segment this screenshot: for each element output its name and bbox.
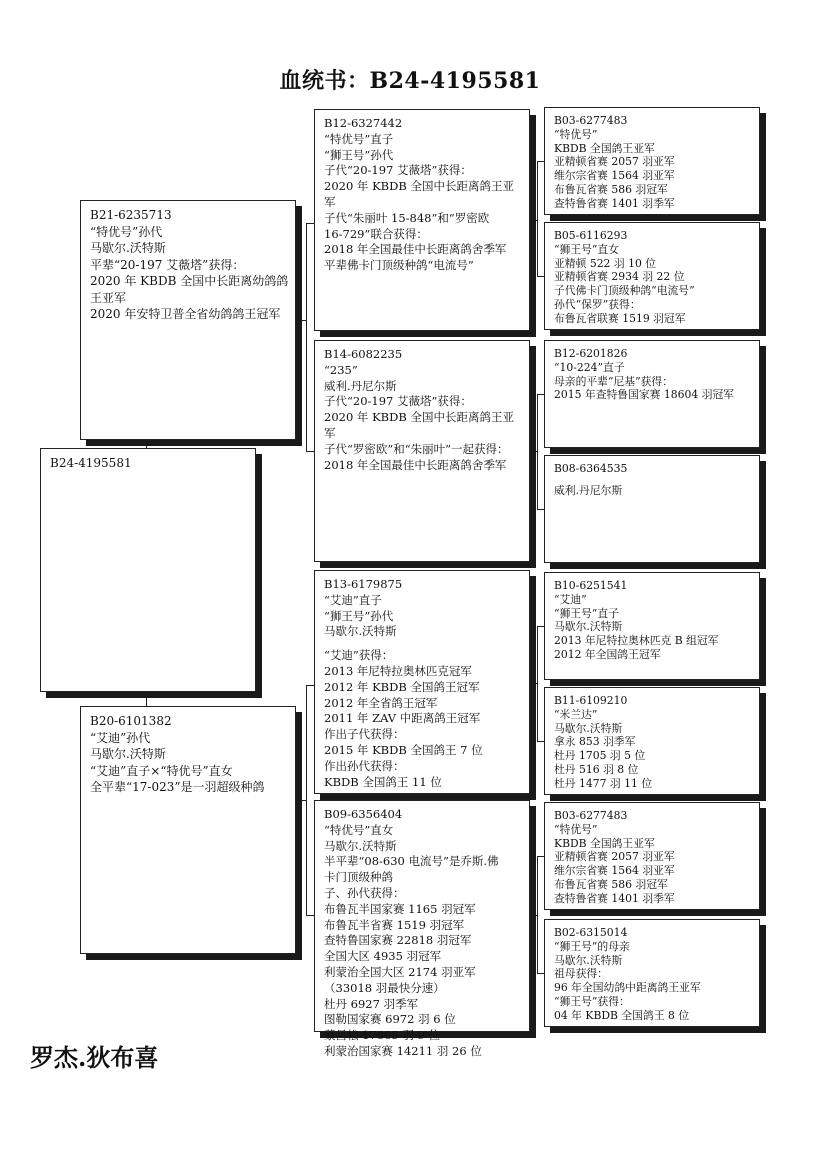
card-line: KBDB 全国鸽王 11 位	[324, 774, 442, 789]
pigeon-card-sire-sire	[314, 109, 530, 331]
card-line: “艾迪”	[554, 592, 587, 606]
ring-number: B10-6251541	[554, 579, 628, 592]
card-line: “特优号”	[554, 822, 598, 836]
card-line: 2015 年 KBDB 全国鸽王 7 位	[324, 742, 483, 757]
card-line: 杜丹 6927 羽季军	[324, 996, 419, 1011]
connector-line	[537, 626, 538, 741]
connector-line	[537, 973, 544, 974]
ring-number: B14-6082235	[324, 347, 403, 361]
card-line: 2013 年尼特拉奥林匹克冠军	[324, 663, 472, 678]
card-line: 亚精顿 522 羽 10 位	[554, 256, 657, 270]
card-line: 子代“罗密欧”和“朱丽叶”一起获得：	[324, 441, 509, 456]
ring-number: B02-6315014	[554, 926, 628, 939]
card-line: 子代“朱丽叶 15-848”和“罗密欧	[324, 210, 490, 225]
pigeon-card-ddd	[544, 919, 760, 1027]
card-line: 布鲁瓦半国家赛 1165 羽冠军	[324, 901, 476, 916]
ring-number: B13-6179875	[324, 577, 403, 591]
card-line: “10-224”直子	[554, 360, 625, 374]
card-line: 2012 年全省鸽王冠军	[324, 695, 438, 710]
card-line: 亚精顿省赛 2934 羽 22 位	[554, 270, 685, 284]
card-line: 子代“20-197 艾薇塔”获得：	[324, 163, 472, 178]
card-line: 杜丹 516 羽 8 位	[554, 762, 639, 776]
pigeon-card-dam-sire	[314, 570, 530, 794]
pigeon-card-sdd	[544, 455, 760, 563]
breeder-name: 罗杰.狄布喜	[30, 1043, 159, 1072]
connector-line	[296, 800, 306, 801]
pigeon-card-dam-dam	[314, 800, 530, 1058]
connector-line	[146, 692, 147, 706]
card-line: “狮王号”孙代	[324, 608, 394, 623]
connector-line	[537, 626, 544, 627]
card-line: 子、孙代获得：	[324, 885, 405, 900]
card-line: 作出孙代获得：	[324, 758, 405, 773]
connector-line	[530, 915, 537, 916]
card-line: 2015 年查特鲁国家赛 18604 羽冠军	[554, 388, 735, 402]
card-line: 马歇尔.沃特斯	[90, 241, 166, 255]
connector-line	[530, 683, 537, 684]
card-line: 16-729”联合获得：	[324, 226, 428, 241]
card-line: 子代“20-197 艾薇塔”获得：	[324, 394, 472, 409]
card-line: 马歇尔.沃特斯	[554, 620, 623, 634]
card-line: 利蒙治全国大区 2174 羽亚军	[324, 964, 476, 979]
card-line: “艾迪”直子	[324, 592, 382, 607]
card-line: “艾迪”直子×“特优号”直女	[90, 763, 233, 778]
card-line: 2011 年 ZAV 中距离鸽王冠军	[324, 711, 481, 726]
card-line: 马歇尔.沃特斯	[554, 721, 623, 735]
card-line: 王亚军	[90, 290, 127, 305]
card-line: 威利.丹尼尔斯	[324, 378, 397, 393]
pigeon-card-dsd	[544, 687, 760, 795]
card-line: 全国大区 4935 羽冠军	[324, 949, 442, 964]
pigeon-card-sire-dam	[314, 340, 530, 562]
ring-number: B08-6364535	[554, 462, 628, 475]
connector-line	[306, 685, 307, 915]
card-line: “特优号”直女	[324, 822, 394, 837]
card-line: 马歇尔.沃特斯	[324, 624, 397, 639]
card-line: 杜丹 1477 羽 11 位	[554, 776, 653, 790]
connector-line	[537, 161, 538, 276]
card-line: 2020 年 KBDB 全国中长距离鸽王亚	[324, 410, 514, 425]
card-line: 亚精顿省赛 2057 羽亚军	[554, 155, 675, 169]
card-line: 布鲁瓦省赛 586 羽冠军	[554, 877, 668, 891]
card-line: 2012 年全国鸽王冠军	[554, 647, 661, 661]
connector-line	[537, 276, 544, 277]
card-line: “米兰达”	[554, 707, 598, 721]
card-line: 作出子代获得：	[324, 727, 405, 742]
connector-line	[306, 451, 314, 452]
connector-line	[306, 915, 314, 916]
card-line: KBDB 全国鸽王亚军	[554, 836, 655, 850]
pigeon-card-sire	[80, 200, 296, 440]
card-line: 2020 年 KBDB 全国中长距离幼鸽鸽	[90, 274, 289, 288]
card-line: 96 年全国幼鸽中距离鸽王亚军	[554, 981, 701, 995]
card-line: 2018 年全国最佳中长距离鸽舍季军	[324, 242, 507, 257]
ring-number: B12-6201826	[554, 347, 628, 360]
card-line: 半平辈“08-630 电流号”是乔斯.佛	[324, 854, 499, 869]
card-line: 布鲁瓦省赛 586 羽冠军	[554, 182, 668, 196]
pigeon-card-dam	[80, 706, 296, 954]
card-line: “狮王号”直子	[554, 606, 620, 620]
card-line: 利蒙治国家赛 14211 羽 26 位	[324, 1043, 482, 1058]
card-line: 布鲁瓦省联赛 1519 羽冠军	[554, 311, 686, 325]
card-line: 04 年 KBDB 全国鸽王 8 位	[554, 1008, 690, 1022]
card-line: 平辈佛卡门顶级种鸽“电流号”	[324, 258, 474, 273]
card-line: 杜丹 1705 羽 5 位	[554, 749, 646, 763]
connector-line	[537, 509, 544, 510]
ring-number: B09-6356404	[324, 807, 403, 821]
card-line: 查特鲁省赛 1401 羽季军	[554, 196, 675, 210]
card-line: 拿永 853 羽季军	[554, 735, 636, 749]
ring-number: B03-6277483	[554, 114, 628, 127]
card-line: 军	[324, 194, 336, 209]
pigeon-card-sss	[544, 107, 760, 215]
pigeon-card-dds	[544, 802, 760, 910]
card-line: 维尔宗省赛 1564 羽亚军	[554, 169, 675, 183]
card-line: 2020 年 KBDB 全国中长距离鸽王亚	[324, 179, 514, 194]
card-line: 查特鲁国家赛 22818 羽冠军	[324, 933, 472, 948]
connector-line	[537, 741, 544, 742]
card-line: 平辈“20-197 艾薇塔”获得：	[90, 257, 245, 272]
card-line: （33018 羽最快分速）	[324, 980, 445, 995]
pigeon-card-dss	[544, 572, 760, 680]
ring-number: B24-4195581	[50, 456, 132, 470]
card-line: 马歇尔.沃特斯	[324, 838, 397, 853]
card-line: 卡门顶级种鸽	[324, 870, 393, 885]
connector-line	[530, 220, 537, 221]
connector-line	[146, 440, 147, 448]
card-line: 2013 年尼特拉奥林匹克 B 组冠军	[554, 634, 719, 648]
connector-line	[306, 223, 314, 224]
connector-line	[306, 223, 307, 451]
card-line: “特优号”孙代	[90, 224, 163, 239]
card-line: 亚精顿省赛 2057 羽亚军	[554, 850, 675, 864]
connector-line	[530, 451, 537, 452]
ring-number: B20-6101382	[90, 714, 172, 728]
card-line: 蒙吕松 17865 羽 9 位	[324, 1028, 441, 1043]
card-line: “狮王号”直女	[554, 242, 620, 256]
card-line: 祖母获得：	[554, 967, 608, 981]
card-line: “艾迪”获得：	[324, 648, 394, 663]
card-line: 2020 年安特卫普全省幼鸽鸽王冠军	[90, 307, 281, 321]
card-line: 威利.丹尼尔斯	[554, 483, 623, 497]
card-line: 图勒国家赛 6972 羽 6 位	[324, 1012, 456, 1027]
connector-line	[537, 856, 538, 973]
card-spacer	[324, 640, 521, 648]
card-line: “艾迪”孙代	[90, 730, 151, 745]
ring-number: B12-6327442	[324, 116, 403, 130]
card-line: 军	[324, 425, 336, 440]
card-line: 孙代“保罗”获得：	[554, 297, 641, 311]
card-line: 2012 年 KBDB 全国鸽王冠军	[324, 679, 480, 694]
card-line: 2018 年全国最佳中长距离鸽舍季军	[324, 457, 507, 472]
pigeon-card-self	[40, 448, 256, 692]
connector-line	[537, 394, 538, 509]
pigeon-card-ssd	[544, 222, 760, 330]
card-line: 布鲁瓦半省赛 1519 羽冠军	[324, 917, 465, 932]
ring-number: B21-6235713	[90, 208, 172, 222]
card-line: 马歇尔.沃特斯	[90, 747, 166, 761]
card-line: “狮王号”孙代	[324, 147, 394, 162]
connector-line	[296, 320, 306, 321]
connector-line	[537, 161, 544, 162]
pigeon-card-sds	[544, 340, 760, 448]
card-line: 子代佛卡门顶级种鸽“电流号”	[554, 284, 695, 298]
card-line: 马歇尔.沃特斯	[554, 953, 623, 967]
card-line: “特优号”	[554, 127, 598, 141]
card-line: “特优号”直子	[324, 131, 394, 146]
card-line: “235”	[324, 362, 358, 377]
card-line: 维尔宗省赛 1564 羽亚军	[554, 864, 675, 878]
card-line: 查特鲁省赛 1401 羽季军	[554, 891, 675, 905]
card-line: KBDB 全国鸽王亚军	[554, 141, 655, 155]
ring-number: B05-6116293	[554, 229, 628, 242]
card-line: 母亲的平辈“尼基”获得：	[554, 374, 674, 388]
connector-line	[306, 685, 314, 686]
card-line: “狮王号”的母亲	[554, 939, 630, 953]
ring-number: B11-6109210	[554, 694, 628, 707]
card-spacer	[554, 476, 751, 484]
card-line: 全平辈“17-023”是一羽超级种鸽	[90, 780, 265, 794]
ring-number: B03-6277483	[554, 809, 628, 822]
connector-line	[537, 394, 544, 395]
page-title: 血统书：B24-4195581	[279, 68, 541, 94]
card-line: “狮王号”获得：	[554, 994, 630, 1008]
connector-line	[537, 856, 544, 857]
